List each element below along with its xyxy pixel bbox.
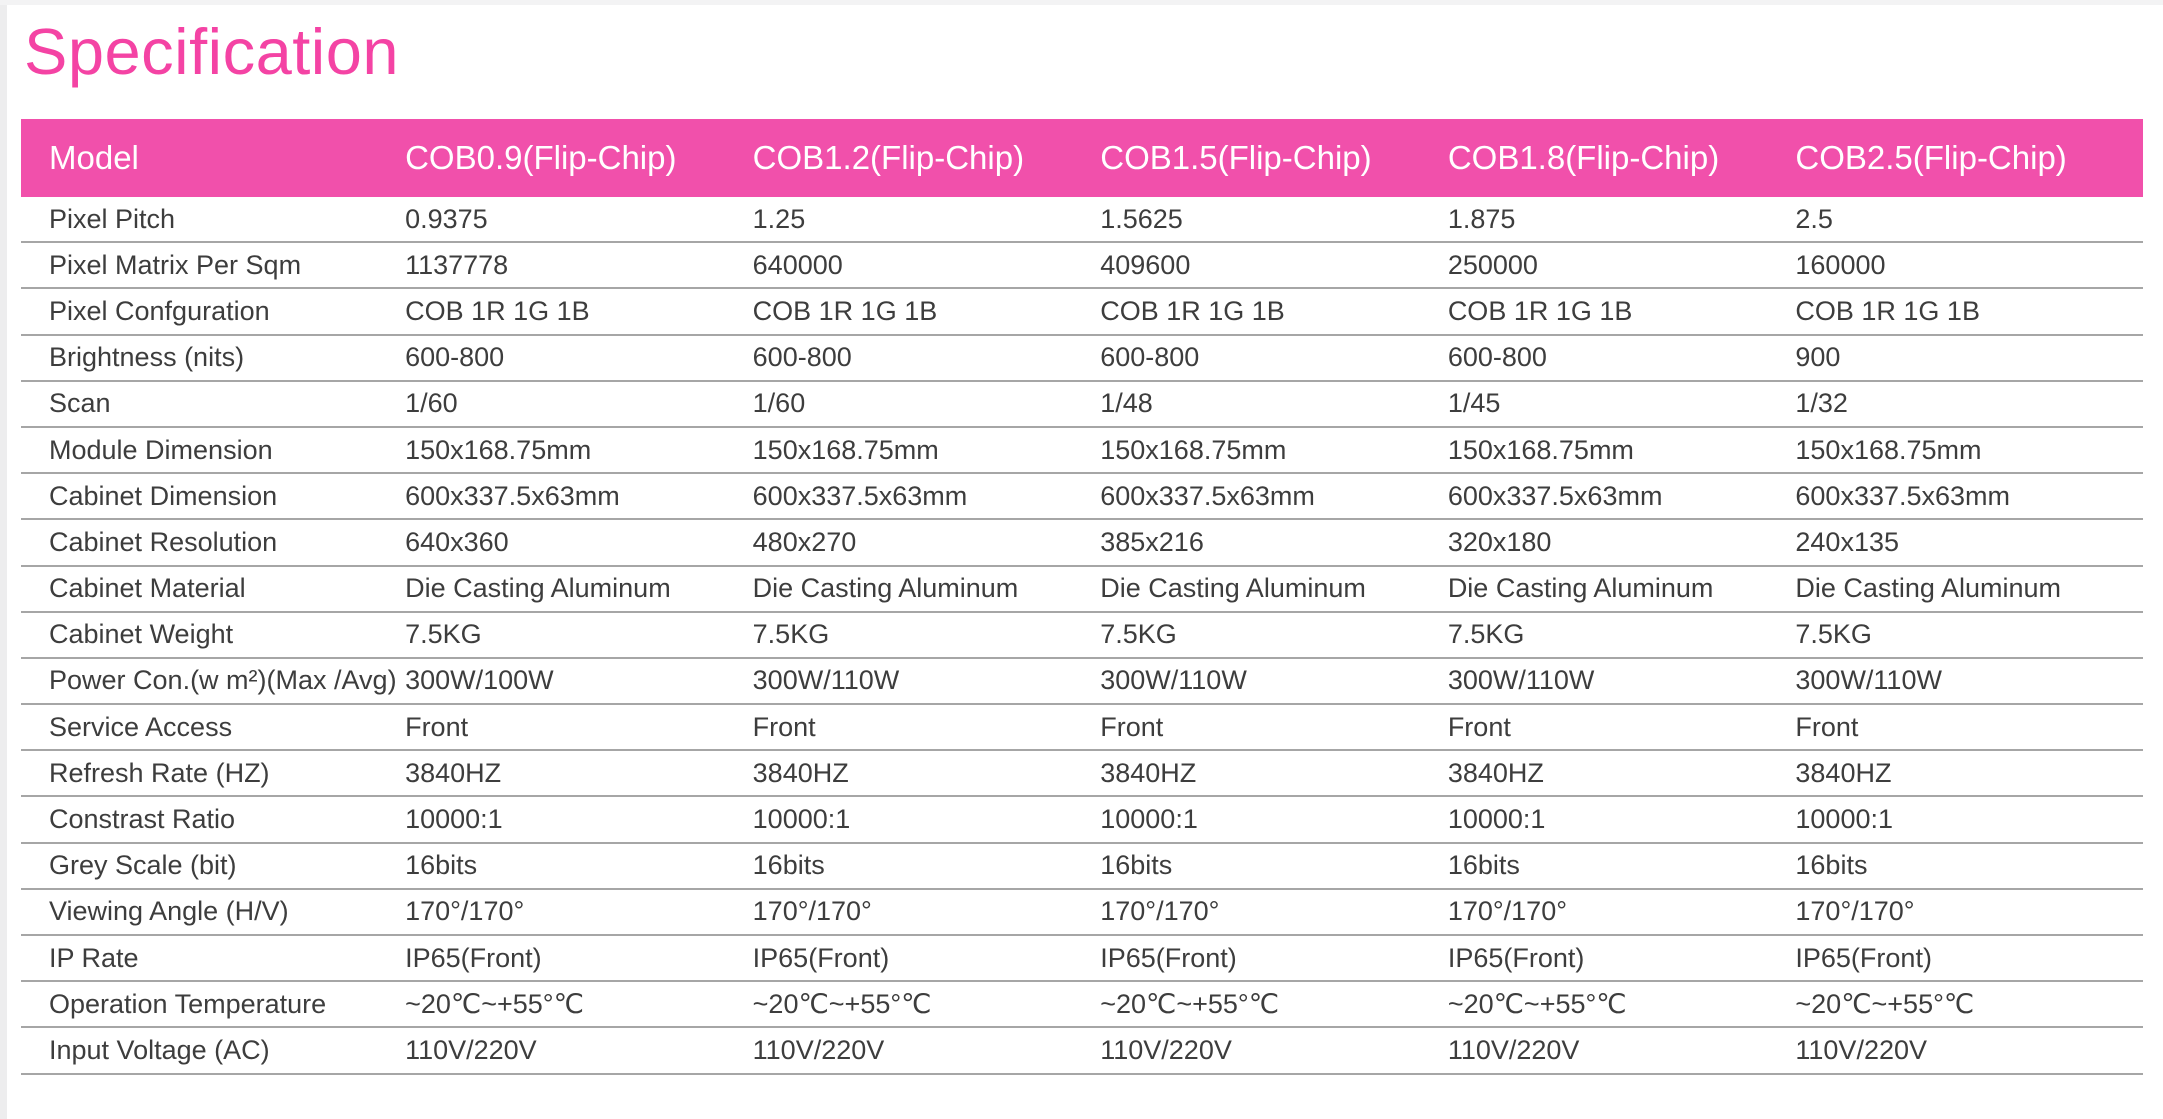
page-edge-top — [0, 0, 2163, 5]
table-row — [21, 519, 2143, 565]
spec-cell: 7.5KG — [405, 612, 753, 658]
spec-cell: 170°/170° — [753, 889, 1101, 935]
table-row — [21, 935, 2143, 981]
spec-cell: 1/60 — [753, 381, 1101, 427]
spec-cell: 480x270 — [753, 519, 1101, 565]
spec-cell: IP65(Front) — [1795, 935, 2143, 981]
table-row — [21, 796, 2143, 842]
spec-cell: 600-800 — [405, 335, 753, 381]
row-label: Pixel Confguration — [21, 288, 405, 334]
spec-cell: 300W/100W — [405, 658, 753, 704]
spec-cell: 170°/170° — [1795, 889, 2143, 935]
row-label: Constrast Ratio — [21, 796, 405, 842]
row-label: Pixel Matrix Per Sqm — [21, 242, 405, 288]
spec-cell: 16bits — [405, 843, 753, 889]
spec-cell: COB 1R 1G 1B — [1795, 288, 2143, 334]
spec-cell: ~20℃~+55°℃ — [753, 981, 1101, 1027]
spec-cell: 16bits — [1448, 843, 1796, 889]
row-label: Cabinet Weight — [21, 612, 405, 658]
table-row — [21, 381, 2143, 427]
spec-cell: Die Casting Aluminum — [753, 566, 1101, 612]
spec-cell: 1.25 — [753, 197, 1101, 242]
spec-cell: 0.9375 — [405, 197, 753, 242]
column-header: COB1.8(Flip-Chip) — [1448, 119, 1796, 197]
spec-cell: 170°/170° — [1100, 889, 1448, 935]
spec-cell: 300W/110W — [1448, 658, 1796, 704]
spec-cell: 600-800 — [753, 335, 1101, 381]
spec-cell: 160000 — [1795, 242, 2143, 288]
spec-cell: 3840HZ — [753, 750, 1101, 796]
row-label: Refresh Rate (HZ) — [21, 750, 405, 796]
spec-cell: 110V/220V — [1795, 1027, 2143, 1073]
row-label: Brightness (nits) — [21, 335, 405, 381]
row-label: Module Dimension — [21, 427, 405, 473]
spec-cell: 409600 — [1100, 242, 1448, 288]
spec-cell: Front — [1795, 704, 2143, 750]
column-header: COB0.9(Flip-Chip) — [405, 119, 753, 197]
page-edge-left — [0, 0, 7, 1119]
spec-cell: Front — [1448, 704, 1796, 750]
table-row — [21, 288, 2143, 334]
table-row — [21, 750, 2143, 796]
spec-cell: 10000:1 — [1795, 796, 2143, 842]
spec-cell: ~20℃~+55°℃ — [1795, 981, 2143, 1027]
table-row — [21, 658, 2143, 704]
row-label: Cabinet Dimension — [21, 473, 405, 519]
spec-cell: COB 1R 1G 1B — [753, 288, 1101, 334]
spec-cell: 16bits — [1100, 843, 1448, 889]
spec-cell: 10000:1 — [1100, 796, 1448, 842]
spec-cell: Die Casting Aluminum — [405, 566, 753, 612]
spec-cell: 3840HZ — [1795, 750, 2143, 796]
spec-cell: 385x216 — [1100, 519, 1448, 565]
spec-cell: 16bits — [1795, 843, 2143, 889]
table-row — [21, 843, 2143, 889]
spec-cell: Front — [1100, 704, 1448, 750]
table-row — [21, 1027, 2143, 1073]
spec-cell: 150x168.75mm — [753, 427, 1101, 473]
spec-cell: 150x168.75mm — [1795, 427, 2143, 473]
spec-cell: 170°/170° — [1448, 889, 1796, 935]
spec-cell: 2.5 — [1795, 197, 2143, 242]
spec-cell: Front — [753, 704, 1101, 750]
row-label: Service Access — [21, 704, 405, 750]
spec-cell: 110V/220V — [1448, 1027, 1796, 1073]
table-row — [21, 242, 2143, 288]
table-header-row — [21, 119, 2143, 197]
table-row — [21, 566, 2143, 612]
spec-cell: 10000:1 — [405, 796, 753, 842]
spec-cell: 170°/170° — [405, 889, 753, 935]
spec-cell: ~20℃~+55°℃ — [405, 981, 753, 1027]
spec-cell: 600x337.5x63mm — [1795, 473, 2143, 519]
spec-cell: 7.5KG — [1100, 612, 1448, 658]
table-row — [21, 981, 2143, 1027]
spec-cell: Die Casting Aluminum — [1448, 566, 1796, 612]
spec-cell: 1137778 — [405, 242, 753, 288]
spec-cell: 1/45 — [1448, 381, 1796, 427]
spec-cell: 7.5KG — [753, 612, 1101, 658]
spec-cell: Die Casting Aluminum — [1795, 566, 2143, 612]
spec-cell: 300W/110W — [1795, 658, 2143, 704]
spec-cell: ~20℃~+55°℃ — [1100, 981, 1448, 1027]
spec-cell: 110V/220V — [405, 1027, 753, 1073]
spec-cell: ~20℃~+55°℃ — [1448, 981, 1796, 1027]
spec-cell: 150x168.75mm — [405, 427, 753, 473]
spec-cell: COB 1R 1G 1B — [1100, 288, 1448, 334]
spec-cell: IP65(Front) — [405, 935, 753, 981]
spec-cell: 600x337.5x63mm — [753, 473, 1101, 519]
spec-cell: 1.875 — [1448, 197, 1796, 242]
row-label: Viewing Angle (H/V) — [21, 889, 405, 935]
spec-cell: 320x180 — [1448, 519, 1796, 565]
spec-cell: 640000 — [753, 242, 1101, 288]
row-label: Operation Temperature — [21, 981, 405, 1027]
column-header: COB1.2(Flip-Chip) — [753, 119, 1101, 197]
spec-cell: 600x337.5x63mm — [1100, 473, 1448, 519]
spec-cell: 10000:1 — [1448, 796, 1796, 842]
spec-cell: 150x168.75mm — [1448, 427, 1796, 473]
spec-cell: Front — [405, 704, 753, 750]
spec-cell: 16bits — [753, 843, 1101, 889]
table-row — [21, 889, 2143, 935]
page-title: Specification — [24, 15, 400, 88]
spec-cell: 600-800 — [1100, 335, 1448, 381]
spec-cell: 7.5KG — [1448, 612, 1796, 658]
spec-cell: IP65(Front) — [753, 935, 1101, 981]
spec-cell: 110V/220V — [1100, 1027, 1448, 1073]
spec-cell: 3840HZ — [405, 750, 753, 796]
spec-cell: 1/48 — [1100, 381, 1448, 427]
spec-table-body — [21, 197, 2143, 1074]
spec-cell: 600x337.5x63mm — [405, 473, 753, 519]
spec-cell: Die Casting Aluminum — [1100, 566, 1448, 612]
column-header: COB1.5(Flip-Chip) — [1100, 119, 1448, 197]
row-label: Cabinet Resolution — [21, 519, 405, 565]
spec-cell: 600-800 — [1448, 335, 1796, 381]
table-row — [21, 197, 2143, 242]
table-row — [21, 612, 2143, 658]
spec-cell: 10000:1 — [753, 796, 1101, 842]
table-row — [21, 427, 2143, 473]
table-row — [21, 704, 2143, 750]
spec-cell: 1/32 — [1795, 381, 2143, 427]
spec-cell: 240x135 — [1795, 519, 2143, 565]
row-label: Cabinet Material — [21, 566, 405, 612]
spec-cell: COB 1R 1G 1B — [405, 288, 753, 334]
row-label: Scan — [21, 381, 405, 427]
spec-cell: 150x168.75mm — [1100, 427, 1448, 473]
column-header: COB2.5(Flip-Chip) — [1795, 119, 2143, 197]
spec-cell: 1/60 — [405, 381, 753, 427]
spec-cell: 300W/110W — [753, 658, 1101, 704]
spec-cell: 300W/110W — [1100, 658, 1448, 704]
spec-cell: 110V/220V — [753, 1027, 1101, 1073]
spec-cell: 1.5625 — [1100, 197, 1448, 242]
row-label: Grey Scale (bit) — [21, 843, 405, 889]
spec-cell: IP65(Front) — [1448, 935, 1796, 981]
spec-cell: 640x360 — [405, 519, 753, 565]
row-label: Pixel Pitch — [21, 197, 405, 242]
row-label: Input Voltage (AC) — [21, 1027, 405, 1073]
table-row — [21, 473, 2143, 519]
spec-cell: 7.5KG — [1795, 612, 2143, 658]
spec-cell: 3840HZ — [1100, 750, 1448, 796]
spec-cell: 250000 — [1448, 242, 1796, 288]
spec-cell: IP65(Front) — [1100, 935, 1448, 981]
table-row — [21, 335, 2143, 381]
row-label: IP Rate — [21, 935, 405, 981]
spec-cell: 3840HZ — [1448, 750, 1796, 796]
row-label: Power Con.(w m²)(Max /Avg) — [21, 658, 405, 704]
spec-cell: 900 — [1795, 335, 2143, 381]
column-header-model: Model — [21, 119, 405, 197]
spec-table — [21, 119, 2143, 1075]
spec-cell: 600x337.5x63mm — [1448, 473, 1796, 519]
spec-cell: COB 1R 1G 1B — [1448, 288, 1796, 334]
